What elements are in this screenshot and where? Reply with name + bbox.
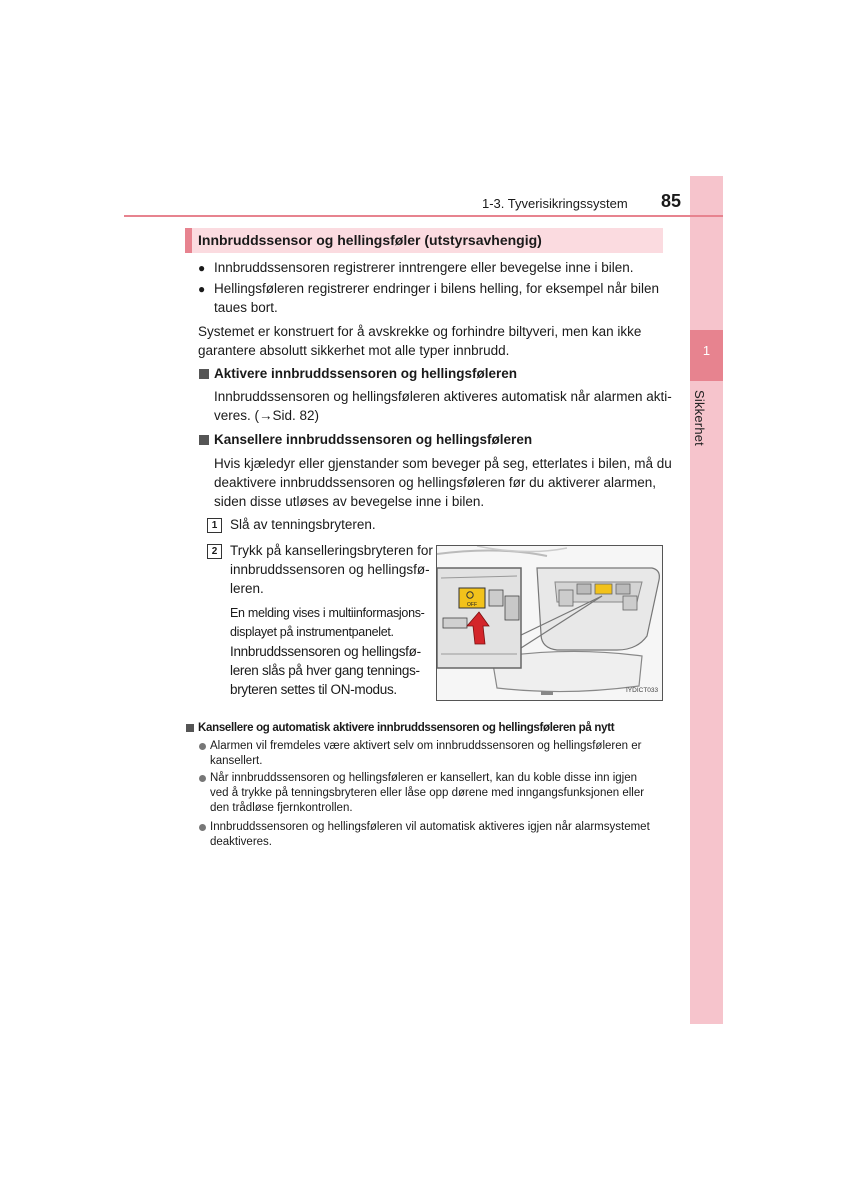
activate-heading: Aktivere innbruddssensoren og hellingsføleren bbox=[214, 366, 518, 381]
note-line: deaktiveres. bbox=[210, 836, 273, 848]
cancel-heading: Kansellere innbruddssensoren og hellingsføleren bbox=[214, 432, 533, 447]
step-1-text: Slå av tenningsbryteren. bbox=[230, 517, 376, 532]
bullet-icon: ● bbox=[198, 282, 206, 296]
step-2-line-1: Trykk på kanselleringsbryteren for bbox=[230, 543, 433, 558]
page-number: 85 bbox=[661, 191, 682, 211]
section-title: 1-3. Tyverisikringssystem bbox=[482, 196, 628, 211]
overhead-console-figure bbox=[436, 545, 663, 701]
square-bullet-icon bbox=[199, 369, 209, 379]
step-2-line-3: leren. bbox=[230, 581, 264, 596]
intro-line-1: Systemet er konstruert for å avskrekke og forhindre biltyveri, men kan ikke bbox=[198, 324, 642, 339]
bullet-text-2: Hellingsføleren registrerer endringer i bilens helling, for eksempel når bilen bbox=[214, 281, 659, 296]
note-3 bbox=[210, 820, 650, 850]
note-line: kansellert. bbox=[210, 755, 263, 767]
step-note-line: En melding vises i multiinformasjons- bbox=[230, 606, 425, 620]
step-note-line: Innbruddssensoren og hellingsfø- bbox=[230, 644, 421, 659]
notes-heading: Kansellere og automatisk aktivere innbruddssensoren og hellingsføleren på nytt bbox=[198, 722, 615, 734]
figure-code: IYDICT033 bbox=[626, 687, 659, 694]
intro-line-2: garantere absolutt sikkerhet mot alle typer innbrudd. bbox=[198, 343, 510, 358]
step-note-line: bryteren settes til ON-modus. bbox=[230, 682, 397, 697]
step-note bbox=[230, 604, 425, 699]
page-title: Innbruddssensor og hellingsføler (utstyrsavhengig) bbox=[198, 232, 542, 248]
figure-button-label: OFF bbox=[467, 602, 477, 608]
note-1 bbox=[210, 739, 641, 769]
activate-line-2: veres. (→Sid. 82) bbox=[214, 408, 320, 423]
console-illustration bbox=[437, 546, 663, 701]
bullet-icon: ● bbox=[198, 261, 206, 275]
chapter-label: Sikkerhet bbox=[692, 390, 707, 446]
note-2 bbox=[210, 771, 644, 816]
cancel-line-2: deaktivere innbruddssensoren og hellingsføleren før du aktiverer alarmen, bbox=[214, 475, 656, 490]
header-rule bbox=[124, 215, 723, 217]
chapter-number: 1 bbox=[702, 343, 711, 358]
bullet-text-2b: taues bort. bbox=[214, 300, 278, 315]
square-bullet-icon bbox=[199, 435, 209, 445]
note-bullet-icon bbox=[199, 743, 206, 750]
step-2-line-2: innbruddssensoren og hellingsfø- bbox=[230, 562, 430, 577]
note-line: Alarmen vil fremdeles være aktivert selv om innbruddssensoren og hellingsføleren er bbox=[210, 740, 642, 752]
note-line: ved å trykke på tenningsbryteren eller låse opp dørene med inngangsfunksjonen eller bbox=[210, 787, 645, 799]
cancel-line-3: siden disse utløses av bevegelse inne i bilen. bbox=[214, 494, 485, 509]
note-line: Når innbruddssensoren og hellingsføleren er kansellert, kan du koble disse inn igjen bbox=[210, 772, 638, 784]
note-bullet-icon bbox=[199, 824, 206, 831]
step-number-1: 1 bbox=[207, 518, 222, 533]
square-bullet-icon bbox=[186, 724, 194, 732]
note-line: den trådløse fjernkontrollen. bbox=[210, 802, 353, 814]
bullet-text-1: Innbruddssensoren registrerer inntrengere eller bevegelse inne i bilen. bbox=[214, 260, 634, 275]
note-bullet-icon bbox=[199, 775, 206, 782]
step-number-2: 2 bbox=[207, 544, 222, 559]
step-note-line: displayet på instrumentpanelet. bbox=[230, 625, 394, 639]
step-note-line: leren slås på hver gang tennings- bbox=[230, 663, 420, 678]
cancel-line-1: Hvis kjæledyr eller gjenstander som beveger på seg, etterlates i bilen, må du bbox=[214, 456, 672, 471]
note-line: Innbruddssensoren og hellingsføleren vil automatisk aktiveres igjen når alarmsystemet bbox=[210, 821, 650, 833]
activate-line-1: Innbruddssensoren og hellingsføleren aktiveres automatisk når alarmen akti- bbox=[214, 389, 672, 404]
chapter-sidebar bbox=[690, 176, 723, 1024]
